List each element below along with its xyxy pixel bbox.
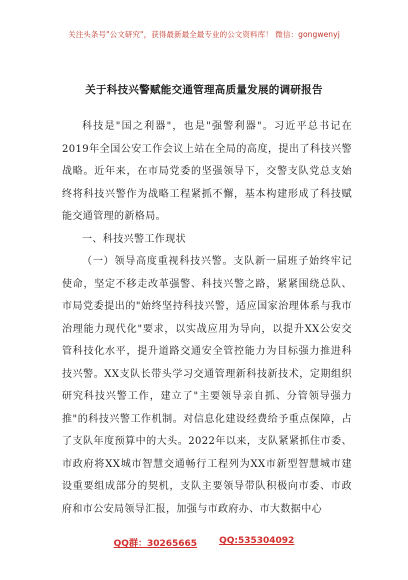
paragraph-intro: 科技是"国之利器"，也是"强警利器"。习近平总书记在2019年全国公安工作会议上站在全局的高度，提出了科技兴警战略。近年来，在市局党委的坚强领导下，交警支队党总支始终将科技兴警作为战略工程紧抓不懈，基本构建形成了科技赋能交通管理的新格局。: [62, 121, 352, 222]
footer-qq: QQ:535304092: [219, 536, 295, 546]
footer-qq-group: QQ群：30265665: [113, 539, 198, 549]
document-title: 关于科技兴警赋能交通管理高质量发展的调研报告: [85, 84, 323, 96]
header-note: 关注头条号"公文研究"，获得最新最全最专业的公文资料库！ 微信：gongwenyj: [68, 30, 340, 39]
paragraph-section-1: （一）领导高度重视科技兴警。支队新一届班子始终牢记使命，坚定不移走改革强警、科技兴警之路，紧紧围绕总队、市局党委提出的"始终坚持科技兴警，适应国家治理体系与我市治理能力现代化"要求，以实战应用为导向，以提升XX公安交管科技化水平，提升道路交通安全管控能力为目标强力推进科技兴警。XX支队长带头学习交通管理新科技新技术，定期组织研究科技兴警工作，建立了"主要领导亲自抓、分管领导强力推"的科技兴警工作机制。对信息化建设经费给予重点保障，占了支队年度预算中的大头。2022年以来，支队紧紧抓住市委、市政府将XX城市智慧交通畅行工程列为XX市新型智慧城市建设重要组成部分的契机，支队主要领导带队积极向市委、市政府和市公安局领导汇报，加强与市政府办、市大数据中心: [62, 256, 352, 515]
section-heading: 一、科技兴警工作现状: [82, 233, 186, 245]
footer-contact: [0, 536, 408, 549]
document-body: [62, 116, 352, 521]
